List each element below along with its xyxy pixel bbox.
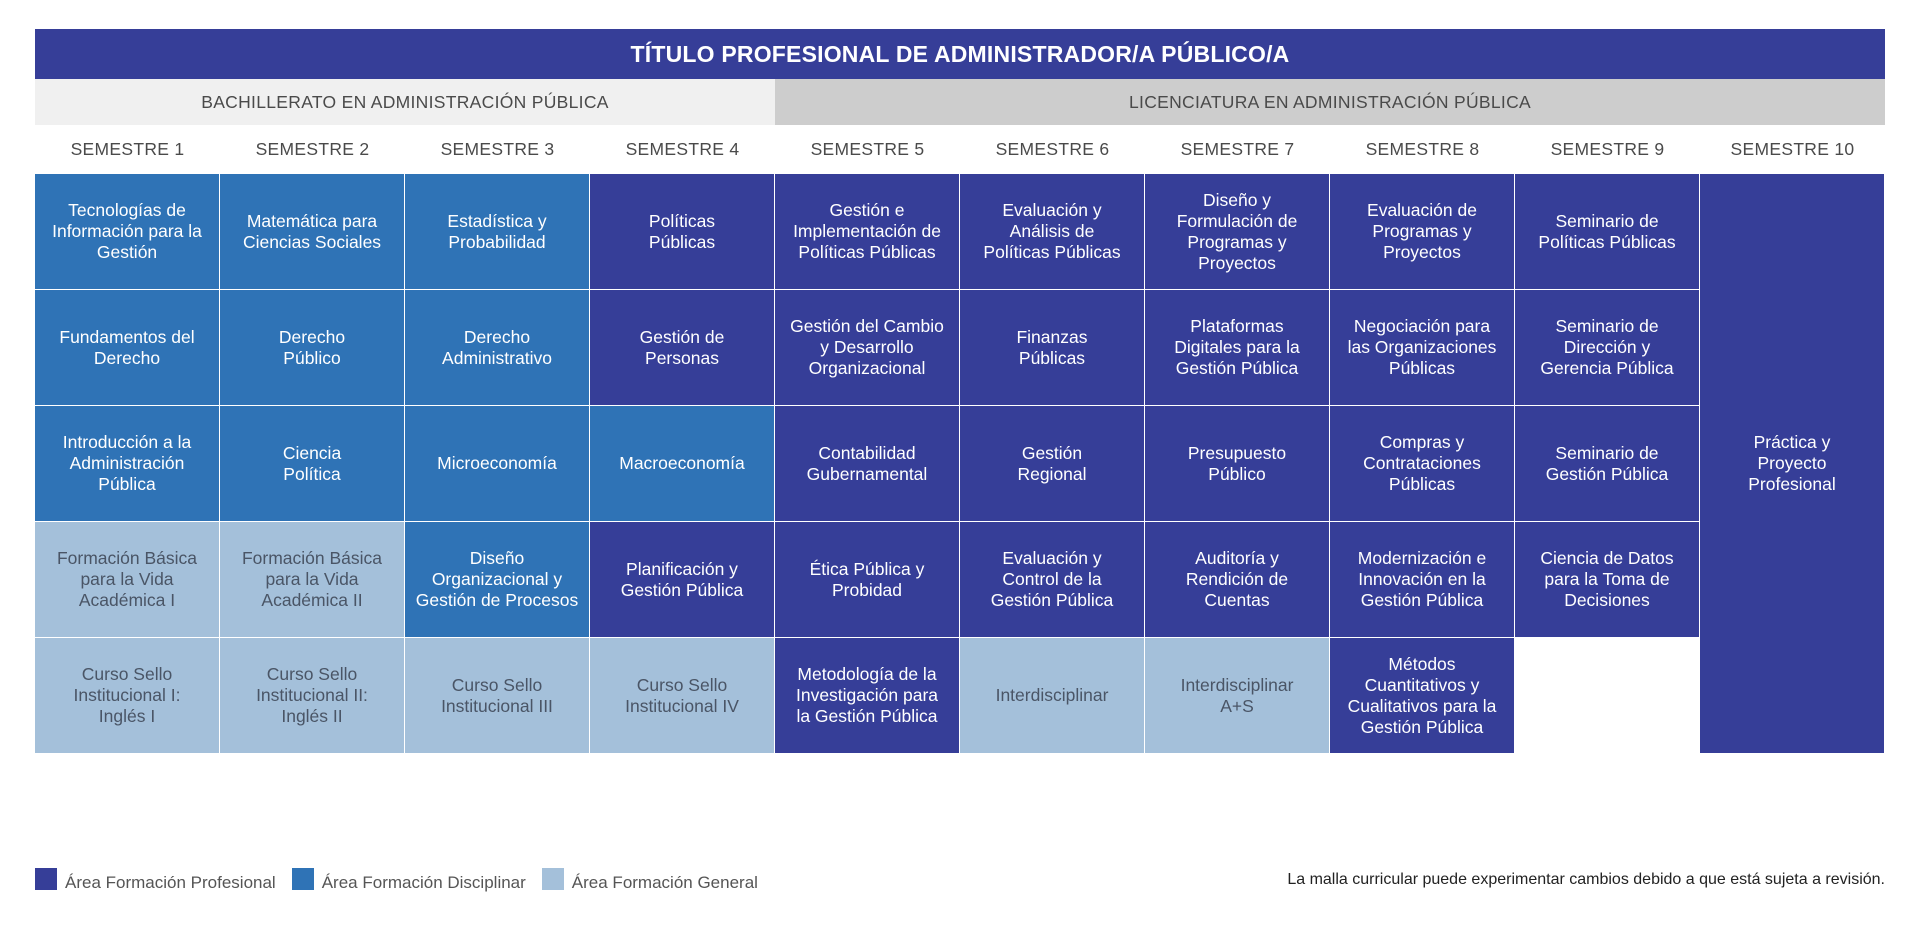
legend <box>35 868 774 890</box>
legend-swatch <box>35 868 57 890</box>
course-cell: Evaluación y Análisis de Políticas Públicas <box>960 174 1144 289</box>
course-cell: Seminario de Gestión Pública <box>1515 406 1699 521</box>
course-cell: Gestión e Implementación de Políticas Públicas <box>775 174 959 289</box>
program-header-row <box>35 79 1885 125</box>
program-bachillerato: BACHILLERATO EN ADMINISTRACIÓN PÚBLICA <box>35 79 775 125</box>
legend-label: Área Formación Disciplinar <box>321 873 526 892</box>
course-cell: Modernización e Innovación en la Gestión Pública <box>1330 522 1514 637</box>
legend-swatch <box>542 868 564 890</box>
degree-title: TÍTULO PROFESIONAL DE ADMINISTRADOR/A PÚBLICO/A <box>35 29 1885 79</box>
course-cell: Evaluación y Control de la Gestión Pública <box>960 522 1144 637</box>
semester-4-header: SEMESTRE 4 <box>625 139 740 159</box>
legend-swatch <box>292 868 314 890</box>
course-cell: Derecho Público <box>220 290 404 405</box>
legend-item-general <box>542 868 758 890</box>
course-cell: Planificación y Gestión Pública <box>590 522 774 637</box>
program-licenciatura: LICENCIATURA EN ADMINISTRACIÓN PÚBLICA <box>775 79 1885 125</box>
course-cell: Negociación para las Organizaciones Públicas <box>1330 290 1514 405</box>
legend-item-profesional <box>35 868 276 890</box>
course-cell: Diseño y Formulación de Programas y Proyectos <box>1145 174 1329 289</box>
revision-note: La malla curricular puede experimentar cambios debido a que está sujeta a revisión. <box>1287 871 1885 888</box>
course-cell: Ciencia Política <box>220 406 404 521</box>
course-cell: Formación Básica para la Vida Académica I <box>35 522 219 637</box>
semester-2-header: SEMESTRE 2 <box>255 139 370 159</box>
curriculum-map <box>35 29 1885 753</box>
course-cell: Interdisciplinar <box>960 638 1144 753</box>
semester-5-header: SEMESTRE 5 <box>810 139 925 159</box>
semester-9-header: SEMESTRE 9 <box>1550 139 1665 159</box>
course-cell: Presupuesto Público <box>1145 406 1329 521</box>
course-cell: Gestión del Cambio y Desarrollo Organizacional <box>775 290 959 405</box>
course-cell: Auditoría y Rendición de Cuentas <box>1145 522 1329 637</box>
course-cell: Métodos Cuantitativos y Cualitativos para la Gestión Pública <box>1330 638 1514 753</box>
course-cell: Práctica y Proyecto Profesional <box>1700 174 1884 753</box>
course-cell: Gestión Regional <box>960 406 1144 521</box>
legend-label: Área Formación Profesional <box>65 873 276 892</box>
course-cell: Fundamentos del Derecho <box>35 290 219 405</box>
course-cell: Curso Sello Institucional I: Inglés I <box>35 638 219 753</box>
semester-1-header: SEMESTRE 1 <box>70 139 185 159</box>
course-cell: Tecnologías de Información para la Gestión <box>35 174 219 289</box>
course-cell: Gestión de Personas <box>590 290 774 405</box>
course-grid <box>35 174 1884 753</box>
course-cell: Evaluación de Programas y Proyectos <box>1330 174 1514 289</box>
semester-8-header: SEMESTRE 8 <box>1365 139 1480 159</box>
legend-label: Área Formación General <box>571 873 758 892</box>
course-cell: Ética Pública y Probidad <box>775 522 959 637</box>
course-cell: Formación Básica para la Vida Académica II <box>220 522 404 637</box>
course-cell: Curso Sello Institucional IV <box>590 638 774 753</box>
course-cell: Matemática para Ciencias Sociales <box>220 174 404 289</box>
semester-3-header: SEMESTRE 3 <box>440 139 555 159</box>
course-cell: Macroeconomía <box>590 406 774 521</box>
course-cell: Curso Sello Institucional II: Inglés II <box>220 638 404 753</box>
course-cell: Seminario de Políticas Públicas <box>1515 174 1699 289</box>
course-cell: Ciencia de Datos para la Toma de Decisiones <box>1515 522 1699 637</box>
semester-7-header: SEMESTRE 7 <box>1180 139 1295 159</box>
course-cell: Curso Sello Institucional III <box>405 638 589 753</box>
course-cell: Introducción a la Administración Pública <box>35 406 219 521</box>
empty-cell <box>1515 638 1699 753</box>
course-cell: Plataformas Digitales para la Gestión Pública <box>1145 290 1329 405</box>
semester-10-header: SEMESTRE 10 <box>1730 139 1855 159</box>
course-cell: Contabilidad Gubernamental <box>775 406 959 521</box>
semester-header-row <box>35 125 1885 174</box>
course-cell: Metodología de la Investigación para la Gestión Pública <box>775 638 959 753</box>
course-cell: Estadística y Probabilidad <box>405 174 589 289</box>
course-cell: Diseño Organizacional y Gestión de Procesos <box>405 522 589 637</box>
course-cell: Interdisciplinar A+S <box>1145 638 1329 753</box>
course-cell: Compras y Contrataciones Públicas <box>1330 406 1514 521</box>
semester-6-header: SEMESTRE 6 <box>995 139 1110 159</box>
course-cell: Finanzas Públicas <box>960 290 1144 405</box>
course-cell: Microeconomía <box>405 406 589 521</box>
course-cell: Derecho Administrativo <box>405 290 589 405</box>
course-cell: Políticas Públicas <box>590 174 774 289</box>
legend-item-disciplinar <box>292 868 526 890</box>
course-cell: Seminario de Dirección y Gerencia Pública <box>1515 290 1699 405</box>
